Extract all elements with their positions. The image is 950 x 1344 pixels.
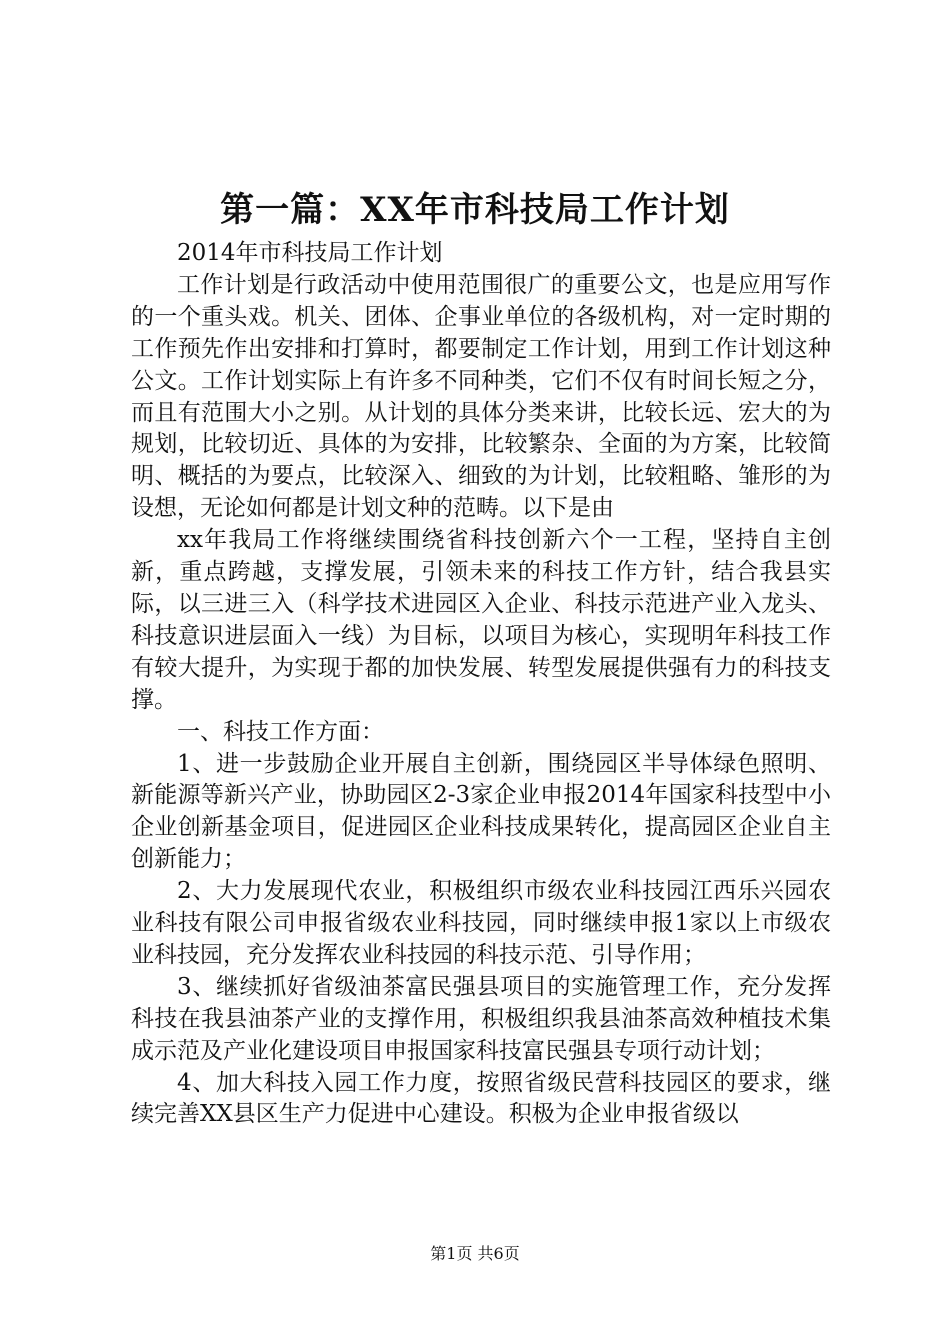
paragraph-overview: xx年我局工作将继续围绕省科技创新六个一工程，坚持自主创新，重点跨越，支撑发展，引领未来的科技工作方针，结合我县实际，以三进三入（科学技术进园区入企业、科技示范进产业入龙头、科技意识进层面入一线）为目标，以项目为核心，实现明年科技工作有较大提升，为实现于都的加快发展、转型发展提供强有力的科技支撑。 — [131, 527, 831, 713]
section-heading: 一、科技工作方面： — [177, 718, 384, 745]
paragraph-item-3: 3、继续抓好省级油茶富民强县项目的实施管理工作，充分发挥科技在我县油茶产业的支撑作用，积极组织我县油茶高效种植技术集成示范及产业化建设项目申报国家科技富民强县专项行动计划； — [131, 973, 831, 1064]
paragraph-item-2: 2、大力发展现代农业，积极组织市级农业科技园江西乐兴园农业科技有限公司申报省级农业科技园，同时继续申报1家以上市级农业科技园，充分发挥农业科技园的科技示范、引导作用； — [131, 878, 831, 968]
paragraph-item-4: 4、加大科技入园工作力度，按照省级民营科技园区的要求，继续完善XX县区生产力促进中心建设。积极为企业申报省级以 — [131, 1069, 831, 1128]
page-number-footer: 第1页 共6页 — [430, 1244, 520, 1263]
document-body — [131, 238, 831, 1131]
paragraph-subtitle: 2014年市科技局工作计划 — [177, 240, 443, 266]
paragraph-item-1: 1、进一步鼓励企业开展自主创新，围绕园区半导体绿色照明、新能源等新兴产业，协助园区2-3家企业申报2014年国家科技型中小企业创新基金项目，促进园区企业科技成果转化，提高园区企业自主创新能力； — [131, 750, 831, 873]
document-title: 第一篇：XX年市科技局工作计划 — [220, 190, 730, 230]
paragraph-intro: 工作计划是行政活动中使用范围很广的重要公文，也是应用写作的一个重头戏。机关、团体、企事业单位的各级机构，对一定时期的工作预先作出安排和打算时，都要制定工作计划，用到工作计划这种公文。工作计划实际上有许多不同种类，它们不仅有时间长短之分，而且有范围大小之别。从计划的具体分类来讲，比较长远、宏大的为规划，比较切近、具体的为安排，比较繁杂、全面的为方案，比较简明、概括的为要点，比较深入、细致的为计划，比较粗略、雏形的为设想，无论如何都是计划文种的范畴。以下是由 — [131, 271, 831, 522]
